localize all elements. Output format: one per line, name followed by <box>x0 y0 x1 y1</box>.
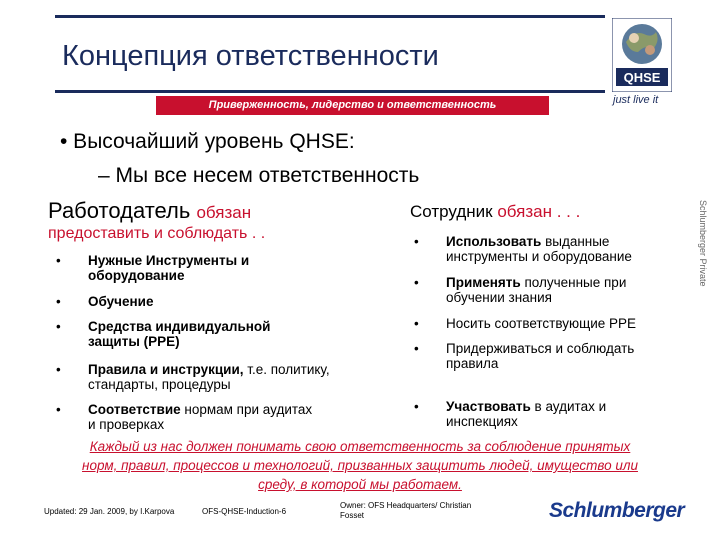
worker-item: • Применять полученные при обучении знания <box>414 275 627 305</box>
schlumberger-logo: Schlumberger <box>549 499 685 522</box>
main-bullet: • Высочайший уровень QHSE: <box>60 130 355 153</box>
top-rule <box>55 15 605 18</box>
classification-label: Schlumberger Private <box>698 200 708 287</box>
employer-item: • Средства индивидуальной защиты (PPE) <box>56 319 271 349</box>
sub-bullet: – Мы все несем ответственность <box>98 164 420 187</box>
footer-doc-code: OFS-QHSE-Induction-6 <box>202 507 287 516</box>
worker-heading: Сотрудник обязан . . . <box>410 202 581 221</box>
employer-item: • Соответствие нормам при аудитах и проверках <box>56 402 313 432</box>
worker-item: • Участвовать в аудитах и инспекциях <box>414 399 607 429</box>
footer-owner: Owner: OFS Headquarters/ Christian Fosset <box>340 501 472 520</box>
logo-tagline: just live it <box>613 94 659 106</box>
logo-text: QHSE <box>623 70 661 85</box>
worker-item: • Носить соответствующие PPE <box>414 316 637 331</box>
employer-heading: Работодатель обязан <box>48 198 252 223</box>
qhse-logo <box>612 18 672 92</box>
page-title: Концепция ответственности <box>62 40 439 72</box>
employer-subheading: предоставить и соблюдать . . <box>48 225 266 242</box>
bottom-rule <box>55 90 605 93</box>
worker-item: • Придерживаться и соблюдать правила <box>414 341 635 371</box>
responsibility-note: Каждый из нас должен понимать свою ответственность за соблюдение принятых норм, правил, процессов и технологий, призванных защитить людей, имущество или среду, в которой мы работаем. <box>82 439 638 492</box>
employer-item: • Обучение <box>56 294 154 309</box>
employer-item: • Нужные Инструменты и оборудование <box>56 253 250 283</box>
employer-item: • Правила и инструкции, т.е. политику, стандарты, процедуры <box>56 362 330 392</box>
worker-item: • Использовать выданные инструменты и оборудование <box>414 234 632 264</box>
footer-updated: Updated: 29 Jan. 2009, by I.Karpova <box>44 507 175 516</box>
subtitle-banner: Приверженность, лидерство и ответственность <box>156 96 549 115</box>
